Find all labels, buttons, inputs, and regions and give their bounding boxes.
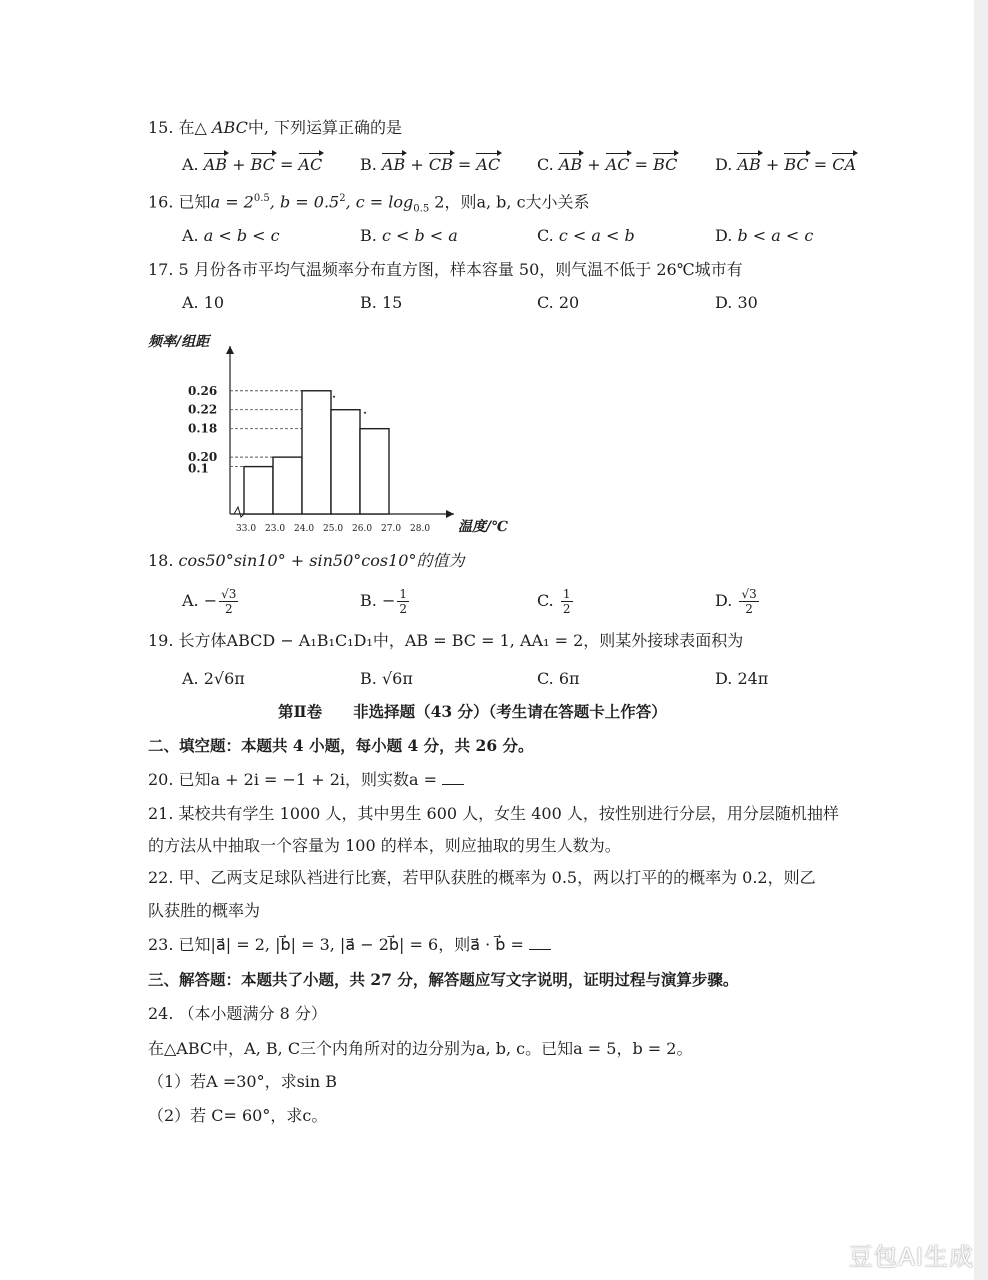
question-24-part-2: （2）若 C= 60°，求c。 (148, 1106, 328, 1125)
histogram-bar (273, 457, 302, 514)
y-axis-arrow (226, 346, 234, 354)
page-edge-strip (974, 0, 988, 1280)
y-tick-label: 0.26 (188, 383, 218, 398)
y-tick-label: 0.20 (188, 450, 218, 465)
chart-y-label: 频率/组距 (148, 334, 210, 350)
y-tick-label: 0.22 (188, 402, 218, 417)
histogram-bar (360, 429, 389, 514)
question-16-option-d: D. b < a < c (715, 226, 814, 245)
question-15-stem: 15. 在△ ABC中, 下列运算正确的是 (148, 118, 402, 137)
question-16-option-c: C. c < a < b (537, 226, 635, 245)
question-19-option-a: A. 2√6π (182, 669, 245, 688)
question-22-line-1: 22. 甲、乙两支足球队裆进行比赛，若甲队获胜的概率为 0.5，两以打平的的概率为 0.2，则乙 (148, 868, 816, 887)
question-16-option-a: A. a < b < c (182, 226, 280, 245)
question-16-stem: 16. 已知$a = 2^{0.5}$, $b = 0.5^2$, $c = \log_{0.5} 2$，则a, b, c大小关系 (148, 192, 590, 215)
question-22-line-2: 队获胜的概率为 (148, 901, 261, 920)
question-17-option-c: C. 20 (537, 293, 580, 312)
question-20: 20. 已知a + 2i = −1 + 2i，则实数a = (148, 770, 464, 790)
y-tick-label: 0.1 (188, 461, 209, 476)
histogram-bar (302, 391, 331, 514)
question-24-header: 24. （本小题满分 8 分） (148, 1004, 327, 1023)
question-19-stem: 19. 长方体ABCD − A₁B₁C₁D₁中，AB = BC = 1, AA₁ = 2，则某外接球表面积为 (148, 631, 744, 650)
question-19-option-b: B. √6π (360, 669, 413, 688)
question-17-stem: 17. 5 月份各市平均气温频率分布直方图，样本容量 50，则气温不低于 26℃城市有 (148, 260, 743, 279)
frequency-histogram (140, 328, 520, 540)
x-tick-label: 25.0 (323, 524, 344, 534)
question-18-option-b: B. − $\frac{1}{2}$ (360, 587, 407, 616)
histogram-bar (244, 467, 273, 514)
section-2-heading: 二、填空题：本题共 4 小题，每小题 4 分，共 26 分。 (148, 736, 534, 755)
x-axis-arrow (446, 510, 454, 518)
stray-dot (364, 412, 366, 414)
answer-blank (442, 770, 464, 785)
question-17-option-d: D. 30 (715, 293, 758, 312)
question-23: 23. 已知|a⃗| = 2, |b⃗| = 3, |a⃗ − 2b⃗| = 6，则a⃗ · b⃗ = (148, 935, 551, 955)
section-2-title: 第Ⅱ卷 非选择题（43 分）（考生请在答题卡上作答） (278, 702, 667, 721)
question-24-stem: 在△ABC中，A, B, C三个内角所对的边分别为a, b, c。已知a = 5，b = 2。 (148, 1039, 693, 1058)
answer-blank (529, 935, 551, 950)
x-tick-label: 26.0 (352, 524, 373, 534)
histogram-bar (331, 410, 360, 514)
question-18-option-c: C. $\frac{1}{2}$ (537, 587, 571, 616)
question-15-option-b: B. AB + CB = AC (360, 152, 500, 175)
question-15-option-c: C. AB + AC = BC (537, 152, 677, 175)
question-18-stem: 18. cos50°sin10° + sin50°cos10°的值为 (148, 551, 465, 570)
question-15-option-d: D. AB + BC = CA (715, 152, 856, 175)
x-tick-label: 27.0 (381, 524, 402, 534)
question-19-option-c: C. 6π (537, 669, 580, 688)
stray-dot (333, 396, 335, 398)
question-15-option-a: A. AB + BC = AC (182, 152, 322, 175)
question-19-option-d: D. 24π (715, 669, 769, 688)
watermark: 豆包AI生成 (848, 1243, 974, 1271)
question-16-option-b: B. c < b < a (360, 226, 458, 245)
question-21-line-1: 21. 某校共有学生 1000 人，其中男生 600 人，女生 400 人，按性别进行分层，用分层随机抽样 (148, 804, 839, 823)
question-17-option-a: A. 10 (182, 293, 225, 312)
section-3-heading: 三、解答题：本题共了小题，共 27 分，解答题应写文字说明，证明过程与演算步骤。 (148, 970, 739, 989)
question-21-line-2: 的方法从中抽取一个容量为 100 的样本，则应抽取的男生人数为。 (148, 836, 621, 855)
y-tick-label: 0.18 (188, 421, 218, 436)
x-tick-label: 28.0 (410, 524, 431, 534)
question-24-part-1: （1）若A =30°，求sin B (148, 1072, 338, 1091)
chart-x-label: 温度/℃ (458, 519, 508, 535)
x-tick-label: 33.0 (236, 524, 257, 534)
x-tick-label: 24.0 (294, 524, 315, 534)
question-18-option-a: A. − $\frac{√3}{2}$ (182, 587, 237, 616)
x-tick-label: 23.0 (265, 524, 286, 534)
axis-break-mark (234, 507, 244, 517)
question-18-option-d: D. $\frac{√3}{2}$ (715, 587, 757, 616)
question-17-option-b: B. 15 (360, 293, 403, 312)
